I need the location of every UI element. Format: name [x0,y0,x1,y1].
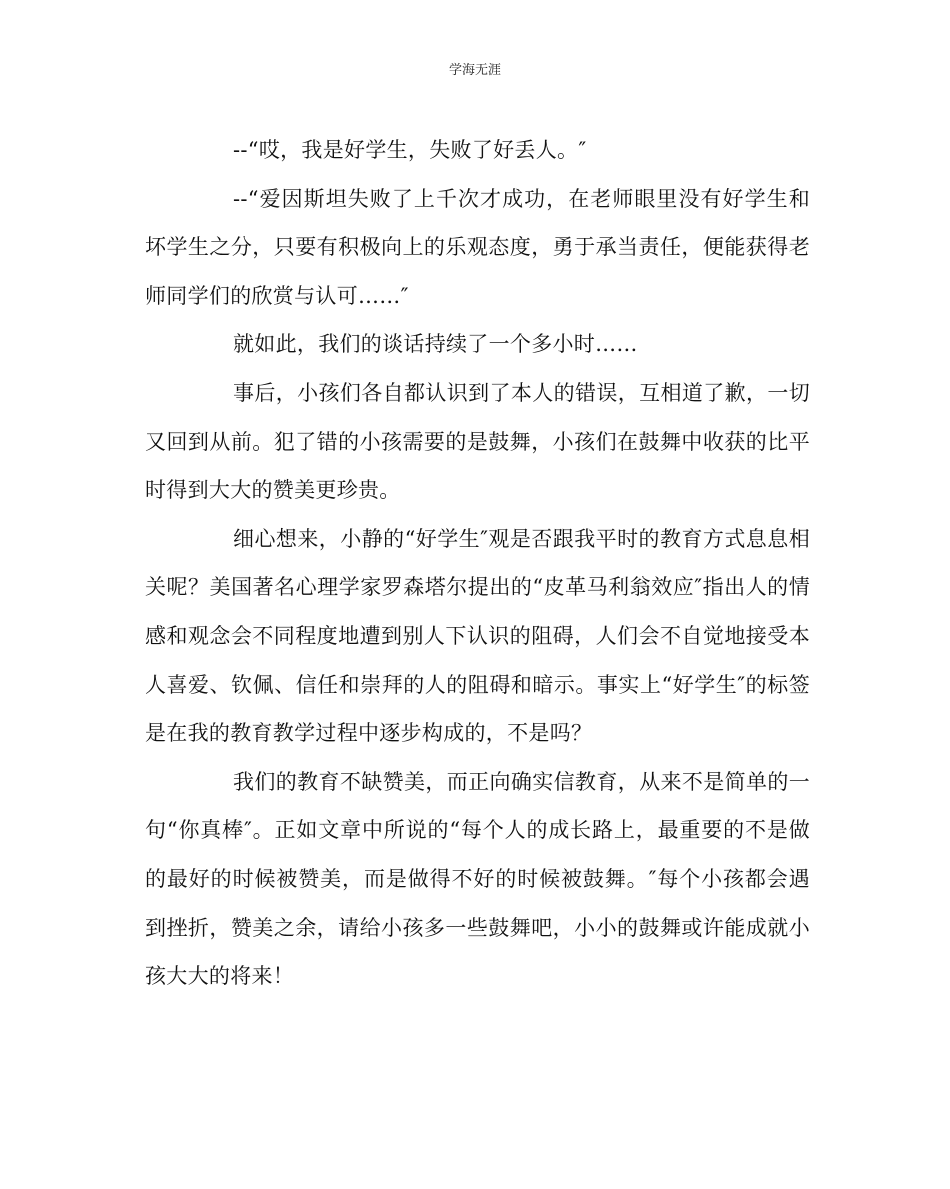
document-body [145,126,810,1001]
paragraph-reflection: 细心想来，小静的“好学生″观是否跟我平时的教育方式息息相关呢？美国著名心理学家罗森塔尔提出的“皮革马利翁效应″指出人的情感和观念会不同程度地遭到别人下认识的阻碍，人们会不自觉地接受本人喜爱、钦佩、信任和崇拜的人的阻碍和暗示。事实上“好学生″的标签是在我的教育教学过程中逐步构成的，不是吗？ [145,526,810,746]
paragraph-dialogue-1: --“哎，我是好学生，失败了好丢人。″ [233,138,587,162]
paragraph-aftermath: 事后，小孩们各自都认识到了本人的错误，互相道了歉，一切又回到从前。犯了错的小孩需要的是鼓舞，小孩们在鼓舞中收获的比平时得到大大的赞美更珍贵。 [145,380,810,503]
page-header: 学海无涯 [448,63,501,78]
paragraph-conclusion: 我们的教育不缺赞美，而正向确实信教育，从来不是简单的一句“你真棒″。正如文章中所说的“每个人的成长路上，最重要的不是做的最好的时候被赞美，而是做得不好的时候被鼓舞。″每个小孩都会遇到挫折，赞美之余，请给小孩多一些鼓舞吧，小小的鼓舞或许能成就小孩大大的将来！ [145,769,810,989]
paragraph-conversation: 就如此，我们的谈话持续了一个多小时…… [233,332,638,357]
paragraph-dialogue-2: --“爱因斯坦失败了上千次才成功，在老师眼里没有好学生和坏学生之分，只要有积极向上的乐观态度，勇于承当责任，便能获得老师同学们的欣赏与认可……″ [145,186,810,308]
